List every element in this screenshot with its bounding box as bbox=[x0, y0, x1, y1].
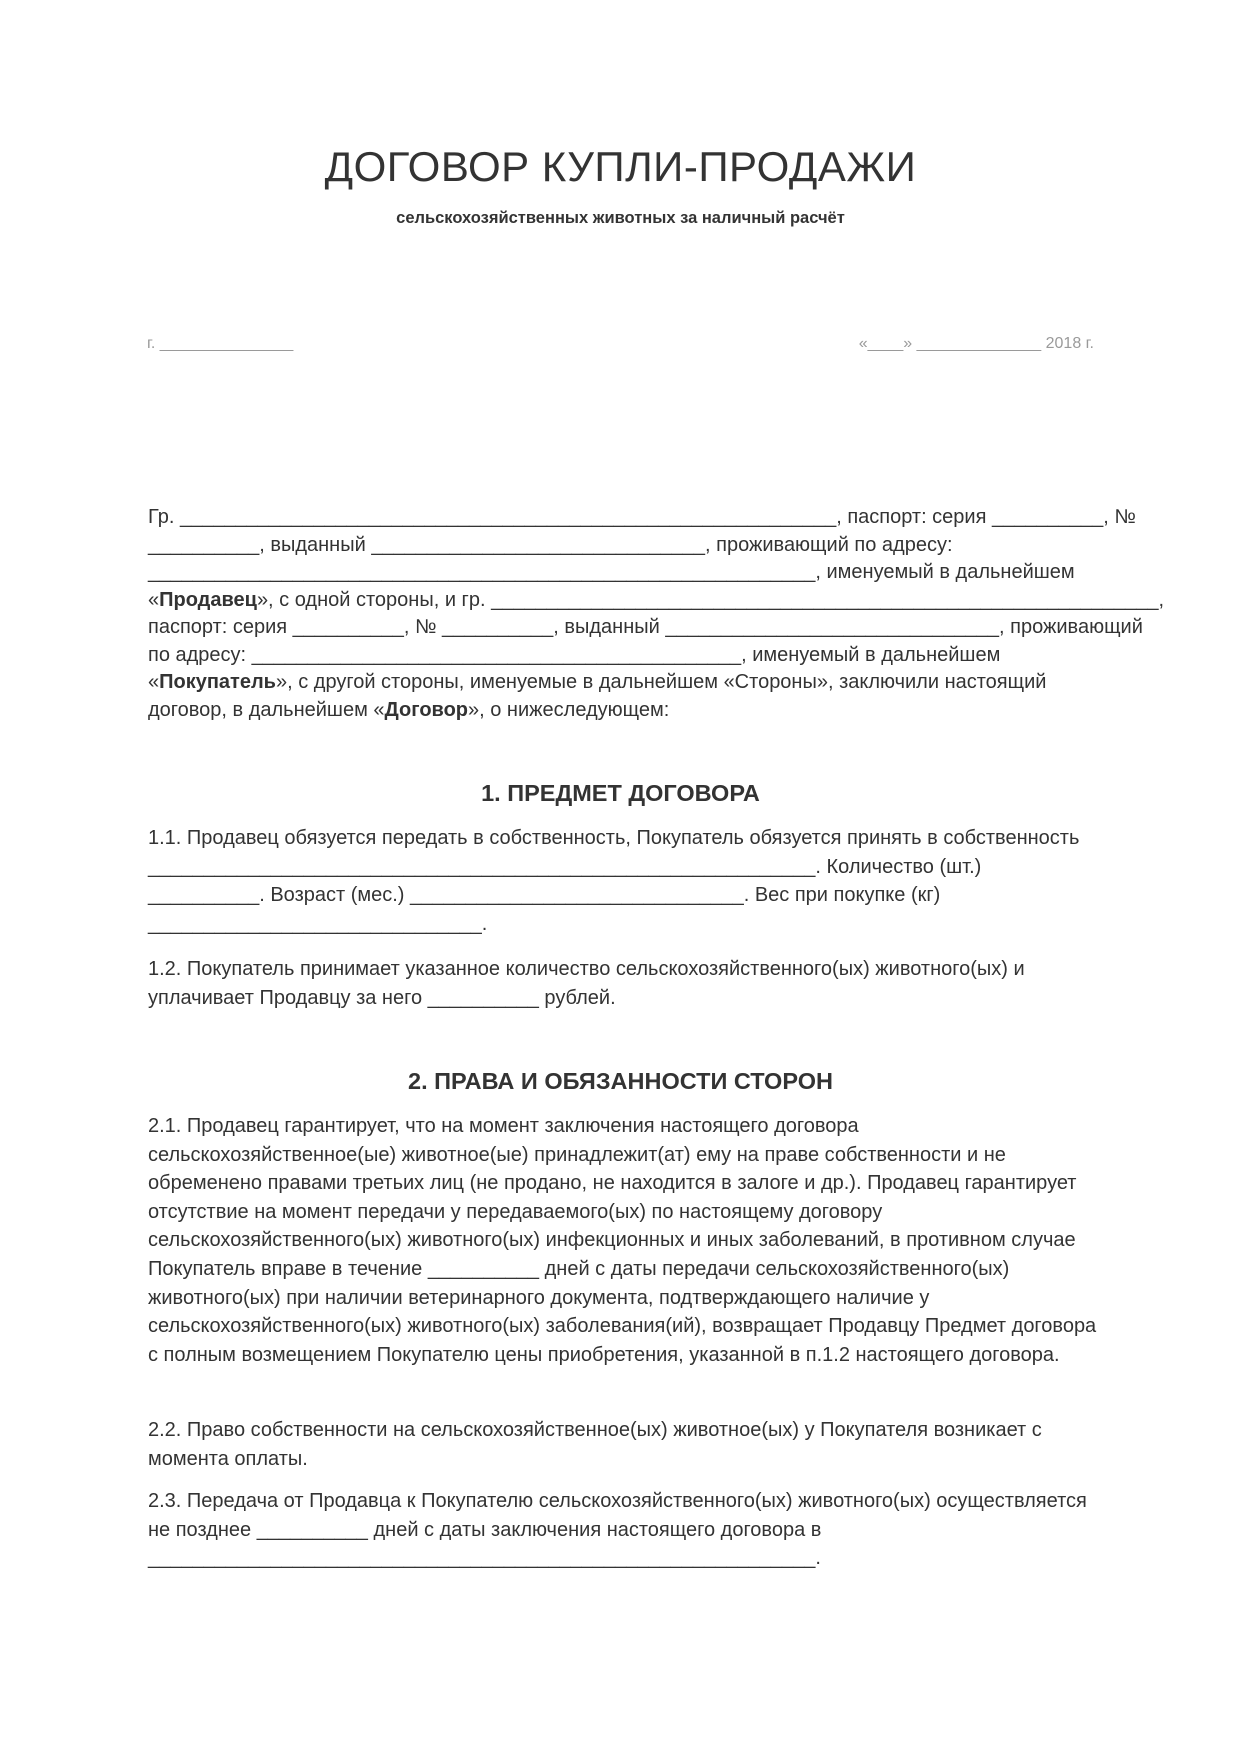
preamble-line-4: «Продавец», с одной стороны, и гр. ____________________________________________________________, bbox=[148, 588, 1165, 611]
clause-1-2: 1.2. Покупатель принимает указанное количество сельскохозяйственного(ых) животного(ых) и уплачивает Продавцу за него __________ рублей. bbox=[148, 958, 1025, 1009]
preamble-line-2: __________, выданный ______________________________, проживающий по адресу: bbox=[148, 533, 953, 556]
document-title: ДОГОВОР КУПЛИ-ПРОДАЖИ bbox=[324, 143, 917, 190]
preamble bbox=[148, 504, 1165, 724]
preamble-line-8: договор, в дальнейшем «Договор», о нижеследующем: bbox=[148, 698, 670, 721]
preamble-line-7: «Покупатель», с другой стороны, именуемые в дальнейшем «Стороны», заключили настоящий bbox=[148, 671, 1047, 693]
buyer-term: Покупатель bbox=[159, 671, 276, 693]
preamble-line-6: по адресу: ____________________________________________, именуемый в дальнейшем bbox=[148, 643, 1001, 666]
clause-1-1: 1.1. Продавец обязуется передать в собственность, Покупатель обязуется принять в собственность ____________________________________________________________. Количество (шт.) __________. Возраст (мес.) ______________________________. Вес при покупке (кг) ______________________________. bbox=[148, 827, 1080, 935]
section-heading: 2. ПРАВА И ОБЯЗАННОСТИ СТОРОН bbox=[408, 1068, 833, 1094]
preamble-line-3: ____________________________________________________________, именуемый в дальнейшем bbox=[148, 561, 1075, 583]
section-heading: 1. ПРЕДМЕТ ДОГОВОРА bbox=[481, 780, 760, 806]
city-field: г. _______________ bbox=[147, 335, 294, 352]
contract-term: Договор bbox=[384, 698, 469, 721]
date-field: «____» ______________ 2018 г. bbox=[858, 335, 1094, 352]
clause-2-1: 2.1. Продавец гарантирует, что на момент заключения настоящего договора сельскохозяйственное(ые) животное(ые) принадлежит(ат) ему на праве собственности и не обременено правами третьих лиц (не продано, не находится в залоге и др.). Продавец гарантирует отсутствие на момент передачи у передаваемого(ых) по настоящему договору сельскохозяйственного(ых) животного(ых) инфекционных и иных заболеваний, в противном случае Покупатель вправе в течение __________ дней с даты передачи сельскохозяйственного(ых) животного(ых) при наличии ветеринарного документа, подтверждающего наличие у сельскохозяйственного(ых) животного(ых) заболевания(ий), возвращает Продавцу Предмет договора с полным возмещением Покупателю цены приобретения, указанной в п.1.2 настоящего договора. bbox=[148, 1115, 1097, 1366]
clause-2-3: 2.3. Передача от Продавца к Покупателю сельскохозяйственного(ых) животного(ых) осуществляется не позднее __________ дней с даты заключения настоящего договора в ____________________________________________________________. bbox=[148, 1490, 1087, 1570]
preamble-line-1: Гр. ___________________________________________________________, паспорт: серия __________, № bbox=[148, 506, 1136, 528]
seller-term: Продавец bbox=[159, 588, 257, 611]
preamble-line-5: паспорт: серия __________, № __________, выданный ______________________________, проживающий bbox=[148, 616, 1143, 638]
document-subtitle: сельскохозяйственных животных за наличный расчёт bbox=[396, 209, 845, 227]
clause-2-2: 2.2. Право собственности на сельскохозяйственное(ых) животное(ых) у Покупателя возникает с момента оплаты. bbox=[148, 1419, 1042, 1470]
